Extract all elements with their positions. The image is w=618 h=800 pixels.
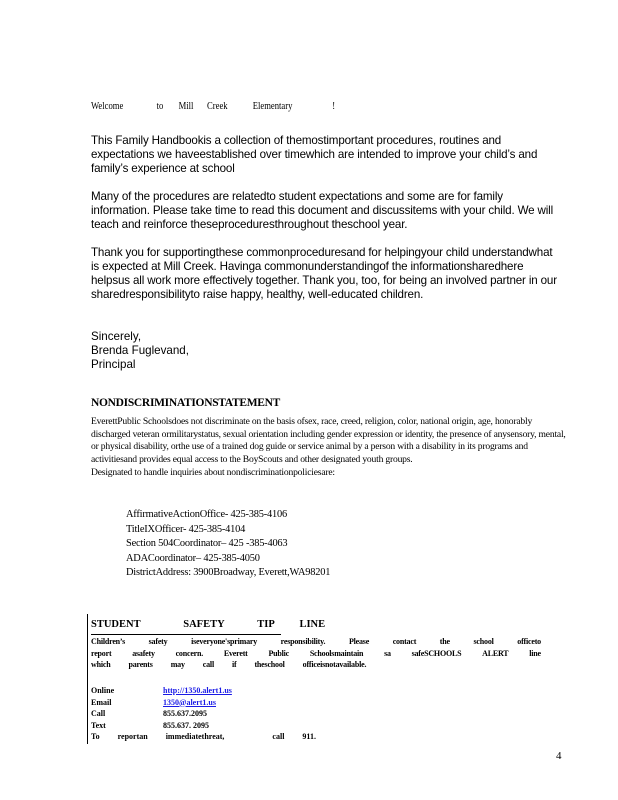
welcome-word: Elementary — [252, 101, 293, 112]
safety-word: Children’s — [91, 637, 126, 646]
safety-word: which — [91, 660, 111, 669]
welcome-word: Mill — [178, 101, 194, 112]
safety-word: safeSCHOOLS — [411, 648, 462, 658]
safety-row-call — [91, 708, 316, 720]
safety-word: parents — [128, 660, 153, 669]
safety-row-online — [91, 685, 316, 697]
safety-word: Public — [268, 648, 290, 658]
safety-word: immediatethreat, — [165, 732, 225, 741]
safety-word: officeisnotavailable. — [302, 660, 367, 669]
safety-word: safety — [148, 637, 168, 646]
nondiscrimination-designated: Designated to handle inquiries about nondiscriminationpoliciesare: — [91, 466, 335, 478]
safety-word: line — [529, 648, 541, 658]
safety-heading-word: LINE — [299, 619, 326, 630]
row-label: Call — [91, 709, 106, 718]
safety-word: Schoolsmaintain — [309, 648, 364, 658]
row-label: Text — [91, 720, 106, 730]
intro-paragraph: Many of the procedures are relatedto student expectations and some are for family information. Please take time to read this document and discussitems with your child. We will teach and reinforce theseproceduresthroughout theschool year. — [91, 190, 554, 231]
safety-threat-line — [91, 731, 316, 743]
safety-word: if — [231, 660, 237, 669]
nondiscrimination-body — [91, 416, 566, 480]
closing: Sincerely, — [91, 330, 142, 343]
safety-word: iseveryone'sprimary — [191, 637, 258, 646]
safety-word: school — [473, 637, 494, 646]
safety-word: theschool — [254, 660, 285, 669]
safety-heading — [91, 619, 325, 630]
text-number: 855.637. 2095 — [163, 720, 209, 730]
safety-line — [91, 636, 541, 648]
welcome-word: to — [156, 101, 164, 112]
safety-word: the — [439, 637, 450, 646]
contact-item: AffirmativeActionOffice- 425-385-4106 — [126, 509, 288, 520]
email-link[interactable]: 1350@alert1.us — [163, 697, 216, 707]
contact-item: ADACoordinator– 425-385-4050 — [126, 552, 260, 564]
safety-contact-table — [91, 685, 316, 743]
safety-row-email — [91, 697, 316, 709]
safety-body — [91, 636, 541, 671]
contact-item: TitleIXOfficer- 425-385-4104 — [126, 523, 246, 535]
safety-word: contact — [392, 637, 417, 646]
contact-item: Section 504Coordinator– 425 -385-4063 — [126, 538, 288, 549]
safety-word: report — [91, 648, 112, 658]
welcome-heading — [91, 101, 335, 112]
safety-word: asafety — [132, 648, 155, 658]
safety-word: may — [170, 660, 185, 669]
welcome-word: Welcome — [91, 101, 124, 112]
safety-line — [91, 659, 541, 671]
row-label: Online — [91, 686, 115, 695]
safety-word: concern. — [175, 648, 204, 658]
row-label: Email — [91, 697, 112, 707]
safety-line — [91, 648, 541, 660]
safety-heading-word: SAFETY — [183, 619, 225, 630]
safety-word: call — [272, 732, 285, 741]
signer-name: Brenda Fuglevand, — [91, 344, 189, 357]
safety-word: officeto — [517, 637, 541, 646]
intro-paragraph: Thank you for supportingthese commonproceduresand for helpingyour child understandwhat is expected at Mill Creek. Havinga commonunderstandingof the informationsharedhere helpsus all work more effectively together. Thank you, too, for being an involved partner in our sharedresponsibilityto raise happy, healthy, well-educated children. — [91, 246, 557, 301]
safety-word: Please — [348, 637, 370, 646]
nondiscrimination-heading: NONDISCRIMINATIONSTATEMENT — [91, 397, 281, 409]
welcome-word: ! — [332, 101, 336, 112]
welcome-word: Creek — [207, 101, 228, 112]
safety-word: sa — [384, 648, 391, 658]
safety-word: call — [202, 660, 214, 669]
signer-title: Principal — [91, 358, 136, 371]
safety-word: ALERT — [482, 648, 509, 658]
signature-block — [91, 330, 189, 372]
safety-word: To — [91, 732, 100, 741]
safety-word: Everett — [223, 648, 248, 658]
safety-word: responsibility. — [280, 637, 326, 646]
safety-heading-word: TIP — [257, 619, 275, 630]
call-number: 855.637.2095 — [163, 709, 207, 718]
nondiscrimination-statement: EverettPublic Schoolsdoes not discriminate on the basis ofsex, race, creed, religion, color, national origin, age, honorably discharged veteran ormilitarystatus, sexual orientation including gender expression or identity, the presence of anysensory, mental, or physical disability, orthe use of a trained dog guide or service animal by a person with a disability in its programs and activitiesand provides equal access to the BoyScouts and other designated youth groups. — [91, 416, 566, 466]
safety-row-text — [91, 720, 316, 732]
safety-word: reportan — [117, 732, 148, 741]
safety-heading-rule — [91, 634, 281, 635]
intro-paragraph: This Family Handbookis a collection of themostimportant procedures, routines and expectations we haveestablished over timewhich are intended to improve your child’s and family’s experience at school — [91, 134, 538, 175]
safety-heading-word: STUDENT — [91, 619, 141, 630]
page-number: 4 — [556, 750, 562, 762]
contact-item: DistrictAddress: 3900Broadway, Everett,WA98201 — [126, 567, 331, 578]
online-link[interactable]: http://1350.alert1.us — [163, 686, 232, 695]
safety-word: 911. — [302, 732, 316, 741]
contact-list — [126, 508, 330, 581]
